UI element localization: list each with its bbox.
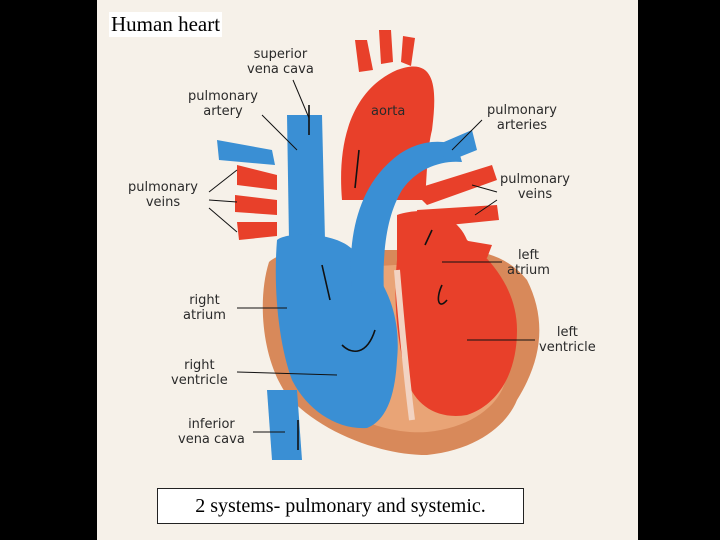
heart-diagram — [97, 0, 638, 540]
label-right-ventricle: right ventricle — [171, 358, 228, 388]
label-left-ventricle: left ventricle — [539, 325, 596, 355]
label-pulmonary-arteries: pulmonary arteries — [487, 103, 557, 133]
superior-vena-cava-shape — [287, 115, 325, 240]
inferior-vena-cava-shape — [267, 390, 302, 460]
pulmonary-veins-right-shape — [235, 165, 277, 240]
label-pulmonary-veins-right: pulmonary veins — [128, 180, 198, 210]
pointer-pulmonary-veins-right-3 — [209, 208, 237, 232]
slide-title: Human heart — [111, 12, 221, 36]
slide-caption: 2 systems- pulmonary and systemic. — [157, 488, 524, 524]
label-pulmonary-artery: pulmonary artery — [188, 89, 258, 119]
slide-panel — [97, 0, 638, 540]
label-pulmonary-veins-left: pulmonary veins — [500, 172, 570, 202]
pointer-superior-vena-cava — [293, 80, 309, 118]
left-heart-chambers — [395, 211, 517, 416]
pointer-pulmonary-veins-left-1 — [472, 185, 497, 192]
aorta-branches — [355, 30, 415, 72]
label-inferior-vena-cava: inferior vena cava — [178, 417, 245, 447]
label-left-atrium: left atrium — [507, 248, 550, 278]
pointer-pulmonary-veins-right-2 — [209, 200, 237, 202]
label-right-atrium: right atrium — [183, 293, 226, 323]
pointer-pulmonary-veins-right-1 — [209, 170, 237, 192]
label-superior-vena-cava: superior vena cava — [247, 47, 314, 77]
label-aorta: aorta — [371, 104, 406, 119]
